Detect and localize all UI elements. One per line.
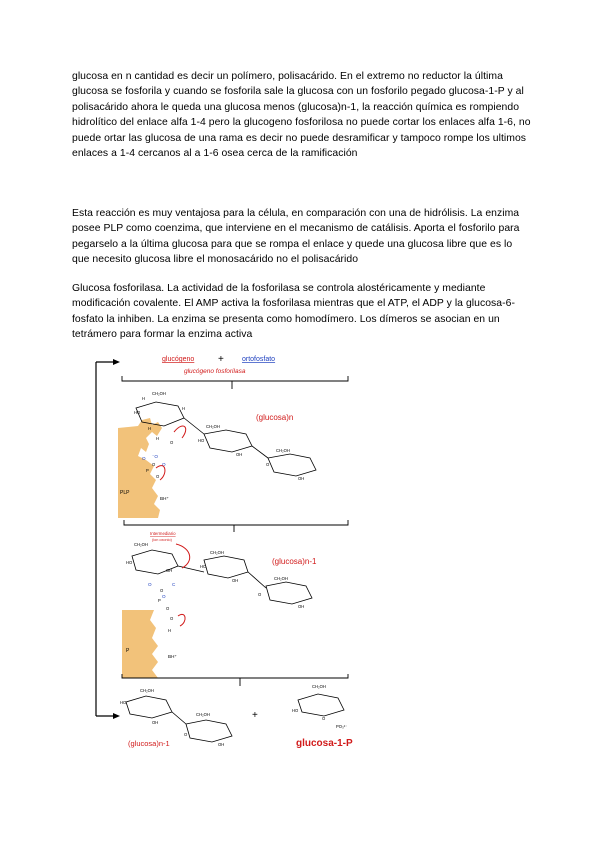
svg-text:⁻O: ⁻O [152,454,158,459]
svg-text:P: P [158,598,161,603]
svg-text:H: H [148,426,152,431]
bh-label-1: BH⁺ [160,496,169,501]
intermediate-sub: (ion oxonio) [152,538,172,542]
svg-text:H: H [142,396,146,401]
svg-text:O: O [162,462,166,467]
svg-text:O: O [184,732,188,737]
enzyme-protein-shape-2 [122,610,158,678]
svg-text:CH₂OH: CH₂OH [196,712,210,717]
svg-text:OH: OH [232,578,239,583]
svg-text:CH₂OH: CH₂OH [276,448,290,453]
svg-text:O: O [160,588,164,593]
svg-text:O: O [148,582,152,587]
svg-text:HO: HO [120,700,127,705]
product-glucosa-1-p: glucosa-1-P [296,738,353,748]
svg-text:OH: OH [298,604,305,609]
paragraph-ventajas-reaccion: Esta reacción es muy ventajosa para la célula, en comparación con una de hidrólisis. La enzima posee PLP como coenzima, que interviene en el mecanismo de catálisis. Aporta el fosforilo para pegarselo a la última glucosa para que se rompa el enlace y quede una glucosa libre que es lo que necesito glucosa libre el monosacárido no el polisacárido [72,208,520,266]
svg-text:O: O [170,440,174,445]
return-arrow [96,359,120,719]
svg-text:O: O [266,462,270,467]
svg-text:HO: HO [126,560,133,565]
svg-text:CH₂OH: CH₂OH [312,684,326,689]
glucosa-n1-bottom-label: (glucosa)n-1 [128,739,170,748]
intermediate-label: Intermediario [150,531,176,536]
panel-3 [120,684,353,748]
plp-label-2: P [126,648,130,654]
svg-text:CH₂OH: CH₂OH [134,542,148,547]
svg-text:H: H [156,436,160,441]
svg-text:O: O [162,594,166,599]
paragraph-glucogeno-fosforilasa: glucosa en n cantidad es decir un polímero, polisacárido. En el extremo no reductor la última glucosa se fosforila y cuando se fosforila sale la glucosa con un fosforilo pegado glucosa-1-P y al polisacárido ahora le queda una glucosa menos (glucosa)n-1, la reacción química es rompiendo hidrolítico del enlace alfa 1-4 pero la glucogeno fosforilosa no puede cortar los enlaces alfa 1-6, no puede ortar las glucosa de una rama es decir no puede desramificar y tampoco rompe los ultimos enlaces a 1-4 cercanos al a 1-6 osea cerca de la ramificación [72,71,531,160]
svg-text:P: P [146,468,149,473]
svg-text:O: O [170,616,174,621]
svg-text:O: O [258,592,262,597]
svg-text:OH: OH [236,452,243,457]
reactant-ortofosfato: ortofosfato [242,356,276,363]
panel-1 [118,391,316,518]
svg-text:O: O [156,474,160,479]
bracket-arrow-1 [122,376,348,389]
svg-text:CH₂OH: CH₂OH [210,550,224,555]
svg-text:O: O [142,456,146,461]
svg-text:OH: OH [152,720,159,725]
svg-text:O: O [322,716,326,721]
svg-text:HO: HO [292,708,299,713]
reactant-glucogeno: glucógeno [162,356,195,363]
svg-text:O: O [152,462,156,467]
svg-text:PO₃²⁻: PO₃²⁻ [336,724,348,729]
svg-text:O: O [166,606,170,611]
svg-text:OH: OH [166,568,173,573]
glucosa-n-label: (glucosa)n [256,413,294,422]
enzyme-label: glucógeno fosforilasa [184,368,246,375]
svg-text:H: H [168,628,172,633]
svg-text:CH₂OH: CH₂OH [274,576,288,581]
svg-text:HO: HO [198,438,205,443]
svg-text:HO: HO [200,564,207,569]
plus-sign: + [218,354,224,365]
svg-text:CH₂OH: CH₂OH [140,688,154,693]
panel-2 [122,531,317,678]
glucosa-n1-mid-label: (glucosa)n-1 [272,557,317,566]
svg-text:OH: OH [298,476,305,481]
svg-text:CH₂OH: CH₂OH [206,424,220,429]
svg-text:C: C [172,582,176,587]
svg-text:H: H [182,406,186,411]
reaction-mechanism-figure [86,348,386,748]
svg-text:OH: OH [218,742,225,747]
product-plus-sign: + [252,710,258,721]
plp-label-1: PLP [120,490,130,496]
bh-label-2: BH⁺ [168,654,177,659]
svg-text:CH₂OH: CH₂OH [152,391,166,396]
svg-text:HO: HO [134,410,141,415]
paragraph-glucosa-fosforilasa: Glucosa fosforilasa. La actividad de la fosforilasa se controla alostéricamente y mediante modificación covalente. El AMP activa la fosforilasa mientras que el ATP, el ADP y la glucosa-6-fosfato la inhiben. La enzima se presenta como homodímero. Los dímeros se asocian en un tetrámero para formar la enzima activa [72,283,515,341]
